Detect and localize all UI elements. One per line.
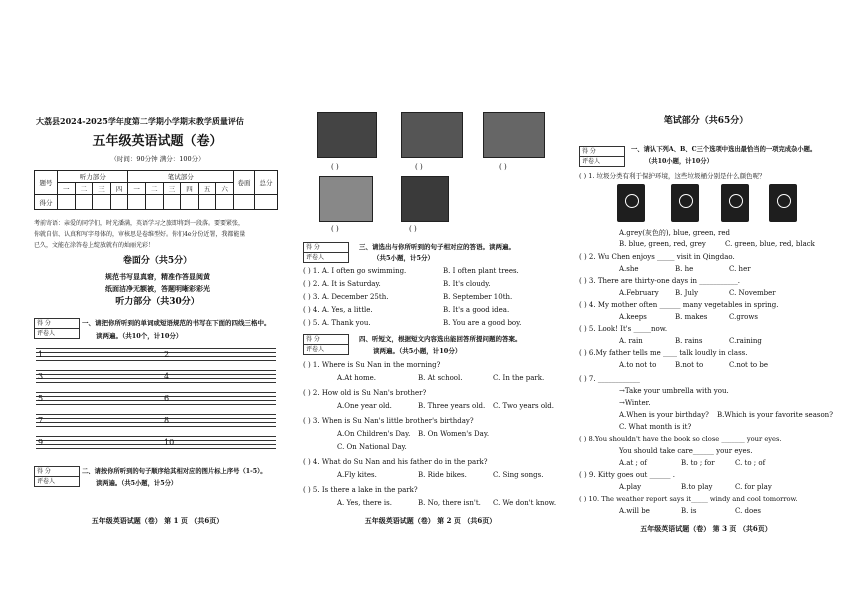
q1-option-c: C. green, blue, red, black <box>725 240 815 248</box>
score-cell[interactable] <box>163 195 181 210</box>
option-a: A.will be <box>619 507 650 515</box>
page-footer: 五年级英语试题（卷） 第 1 页 （共6页） <box>91 516 224 525</box>
exam-page-3 <box>575 96 837 533</box>
score-cell[interactable] <box>255 195 278 210</box>
q3-item: ( ) 4. A. Yes, a little. <box>303 306 373 314</box>
option-b: B. he <box>675 265 694 273</box>
score-cell[interactable] <box>110 195 128 210</box>
q3-option-b: B. It's cloudy. <box>443 280 491 288</box>
notice-line-1: 考前寄语：亲爱的同学们，时光潘满，英语学习之旅即将到一段落。要要紧张， <box>34 220 245 227</box>
option-c: C. We don't know. <box>493 499 557 507</box>
listening-section-title: 听力部分（共30分） <box>115 297 200 307</box>
box-score-label: 得 分 <box>304 335 348 345</box>
notice-line-2: 你就自信、认真和写字母体的，审核思是卷维型好。你们4e分份近署，我都能量 <box>34 231 246 238</box>
roll-requirement-2: 纸面洁净无额被，答题明晰彩彩光 <box>105 284 210 293</box>
roll-section-title: 卷面分（共5分） <box>122 256 193 266</box>
q4-question: ( ) 2. How old is Su Nan's brother? <box>303 389 427 397</box>
q3-option-b: B. I often plant trees. <box>443 267 519 275</box>
score-cell[interactable] <box>75 195 93 210</box>
q3-item: ( ) 1. A. I often go swimming. <box>303 267 407 275</box>
trash-bin-icon <box>721 184 749 222</box>
option-c: C. Two years old. <box>493 402 555 410</box>
q1-instruction-2: 读两遍。（共10个，计10分） <box>96 332 183 340</box>
page-footer: 五年级英语试题（卷） 第 2 页 （共6页） <box>364 516 497 525</box>
writing-header: 笔试部分 <box>128 171 234 183</box>
question: ( ) 2. Wu Chen enjoys _____ visit in Qingdao. <box>579 253 735 261</box>
option-b: B. rains <box>675 337 703 345</box>
picture-blank[interactable]: ( ) <box>331 163 339 171</box>
grader-box <box>34 466 80 487</box>
option-c: C.grows <box>729 313 758 321</box>
trash-bin-icon <box>671 184 699 222</box>
box-grader-label: 评卷人 <box>306 254 325 261</box>
box-score-label: 得 分 <box>304 243 348 253</box>
score-cell[interactable] <box>145 195 163 210</box>
box-score-label: 得 分 <box>35 319 79 329</box>
option-b: B. makes <box>675 313 708 321</box>
q4-question: ( ) 5. Is there a lake in the park? <box>303 486 418 494</box>
option-a: A. Yes, there is. <box>337 499 392 507</box>
question: ( ) 5. Look! It's _____now. <box>579 325 668 333</box>
option-c: C. November <box>729 289 776 297</box>
page-title: 五年级英语试题（卷） <box>92 134 223 149</box>
score-label: 得分 <box>35 195 58 210</box>
q3-item: ( ) 5. A. Thank you. <box>303 319 371 327</box>
writing-num: 一 <box>128 183 146 195</box>
picture-2 <box>401 112 463 158</box>
q3-option-b: B. September 10th. <box>443 293 513 301</box>
line-number: 10 <box>164 438 175 447</box>
option-a: A.to not to <box>619 361 657 369</box>
grader-box <box>303 242 349 263</box>
writing-num: 五 <box>198 183 216 195</box>
score-cell[interactable] <box>181 195 199 210</box>
question: ( ) 4. My mother often ______ many vegetables in spring. <box>579 301 779 309</box>
option-b: B.to play <box>681 483 713 491</box>
q8-stem-2: You should take care______ your eyes. <box>619 447 753 455</box>
listening-num: 三 <box>93 183 111 195</box>
grader-box <box>34 318 80 339</box>
option-a: A.On Children's Day. <box>337 430 411 438</box>
exam-page-2 <box>303 96 558 526</box>
line-number: 8 <box>164 416 170 425</box>
picture-5 <box>401 176 449 222</box>
q1-instruction: 一、请认下列A、B、C三个选项中选出最恰当的一项完成杂小题。 <box>631 146 817 153</box>
option-c: C. for play <box>735 483 772 491</box>
score-cell[interactable] <box>128 195 146 210</box>
exam-page-1 <box>30 96 285 526</box>
option-b: B. Three years old. <box>418 402 486 410</box>
line-number: 4 <box>164 372 170 381</box>
box-grader-label: 评卷人 <box>306 346 325 353</box>
page-footer: 五年级英语试题（卷） 第 3 页 （共6页） <box>640 524 772 533</box>
option-a: A.play <box>619 483 642 491</box>
option-a: A.at ; of <box>619 459 647 467</box>
option-b: B.not to <box>675 361 704 369</box>
q4-instruction-2: 读两遍。（共5小题，计10分） <box>373 347 462 355</box>
line-number: 2 <box>164 350 170 359</box>
q4-question: ( ) 3. When is Su Nan's little brother's birthday? <box>303 417 474 425</box>
box-grader-label: 评卷人 <box>582 158 601 165</box>
option-c: C. does <box>735 507 761 515</box>
picture-blank[interactable]: ( ) <box>499 163 507 171</box>
score-cell[interactable] <box>216 195 234 210</box>
option-c: C. her <box>729 265 751 273</box>
q1-instruction-2: （共10小题，计10分） <box>645 158 713 165</box>
listening-num: 一 <box>58 183 76 195</box>
notice-line-3: 已久，文能在涂答卷上绽放就有的灿丽光彩！ <box>34 242 155 249</box>
roll-requirement-1: 规范书写显真窘，精准作答显阅黄 <box>105 272 210 281</box>
q3-option-b: B. It's a good idea. <box>443 306 510 314</box>
option-a: A.February <box>619 289 659 297</box>
picture-4 <box>319 176 373 222</box>
q8-stem: ( ) 8.You shouldn't have the book so close _______ your eyes. <box>579 435 782 443</box>
picture-blank[interactable]: ( ) <box>331 225 339 233</box>
q7-arrow-line: →Take your umbrella with you. <box>619 387 729 395</box>
option-c: C. On National Day. <box>337 443 407 451</box>
grader-box <box>579 146 625 167</box>
option-b: B. At school. <box>418 374 463 382</box>
score-cell[interactable] <box>93 195 111 210</box>
option-a: A.One year old. <box>337 402 392 410</box>
trash-bin-icon <box>769 184 797 222</box>
section-title: 笔试部分（共65分） <box>663 116 749 126</box>
option-a: A.keeps <box>619 313 647 321</box>
total-header: 总分 <box>255 171 278 195</box>
question: ( ) 6.My father tells me ____ talk loudly in class. <box>579 349 748 357</box>
score-cell[interactable] <box>234 195 255 210</box>
q1-option-b: B. blue, green, red, grey <box>619 240 706 248</box>
q7-stem: ( ) 7. ____________ <box>579 375 640 383</box>
q3-instruction-2: （共5小题，计5分） <box>373 254 435 262</box>
listening-header: 听力部分 <box>58 171 128 183</box>
option-a: A.Fly kites. <box>337 471 377 479</box>
option-b: B. On Women's Day. <box>418 430 490 438</box>
option-a: A.At home. <box>337 374 376 382</box>
box-grader-label: 评卷人 <box>37 330 56 337</box>
option-c: C. to ; of <box>735 459 766 467</box>
q3-instruction: 三、请选出与你所听到的句子相对应的答语。读两遍。 <box>359 243 515 251</box>
picture-blank[interactable]: ( ) <box>409 225 417 233</box>
q3-item: ( ) 2. A. It is Saturday. <box>303 280 381 288</box>
option-b: B. is <box>681 507 697 515</box>
listening-num: 四 <box>110 183 128 195</box>
trash-bin-icon <box>617 184 645 222</box>
option-c: C. What month is it? <box>619 423 692 431</box>
option-c: C. In the park. <box>493 374 545 382</box>
q4-question: ( ) 1. Where is Su Nan in the morning? <box>303 361 441 369</box>
time-info: （时间：90分钟 满分：100分） <box>110 155 205 163</box>
q4-question: ( ) 4. What do Su Nan and his father do in the park? <box>303 458 488 466</box>
writing-num: 四 <box>181 183 199 195</box>
option-a: A.she <box>619 265 639 273</box>
q3-option-b: B. You are a good boy. <box>443 319 522 327</box>
roll-header: 卷面 <box>234 171 255 195</box>
q10-stem: ( ) 10. The weather report says it_____ windy and cool tomorrow. <box>579 495 798 503</box>
box-grader-label: 评卷人 <box>37 478 56 485</box>
row-label: 题号 <box>35 171 58 195</box>
listening-num: 二 <box>75 183 93 195</box>
question: ( ) 3. There are thirty-one days in ___________. <box>579 277 740 285</box>
score-cell[interactable] <box>198 195 216 210</box>
option-c: C.not to be <box>729 361 768 369</box>
picture-blank[interactable]: ( ) <box>415 163 423 171</box>
line-number: 7 <box>38 416 44 425</box>
grader-box <box>303 334 349 355</box>
option-a: A. rain <box>619 337 643 345</box>
q2-instruction-2: 读两遍。（共5小题，计5分） <box>96 480 178 487</box>
score-cell[interactable] <box>58 195 76 210</box>
option-b: B. No, there isn't. <box>418 499 481 507</box>
q9-stem: ( ) 9. Kitty goes out ______ . <box>579 471 675 479</box>
option-c: C. Sing songs. <box>493 471 544 479</box>
option-a: A.When is your birthday? <box>619 411 709 419</box>
line-number: 6 <box>164 394 170 403</box>
q1-stem: ( ) 1. 垃圾分类有利于保护环境，这些垃圾桶分别是什么颜色呢？ <box>579 172 766 180</box>
q1-option-a: A.grey(灰色的), blue, green, red <box>619 229 730 237</box>
writing-num: 六 <box>216 183 234 195</box>
option-b: B. July <box>675 289 699 297</box>
line-number: 9 <box>38 438 44 447</box>
box-score-label: 得 分 <box>35 467 79 477</box>
q7-arrow-line: →Winter. <box>619 399 651 407</box>
picture-3 <box>483 112 545 158</box>
writing-num: 三 <box>163 183 181 195</box>
line-number: 5 <box>38 394 44 403</box>
line-number: 1 <box>38 350 44 359</box>
option-b: B.Which is your favorite season? <box>717 411 833 419</box>
option-c: C.raining <box>729 337 762 345</box>
q1-instruction: 一、请把你所听到的单词或短语规范的书写在下面的四线三格中。 <box>82 319 271 327</box>
writing-num: 二 <box>145 183 163 195</box>
writing-lines[interactable] <box>36 348 280 463</box>
option-b: B. to ; for <box>681 459 715 467</box>
score-table <box>34 170 278 210</box>
option-b: B. Ride bikes. <box>418 471 467 479</box>
box-score-label: 得 分 <box>580 147 624 157</box>
picture-1 <box>317 112 377 158</box>
line-number: 3 <box>38 372 44 381</box>
school-header: 大荔县2024-2025学年度第二学期小学期末教学质量评估 <box>36 116 244 126</box>
q4-instruction: 四、听短文，根据短文内容选出能回答所提问题的答案。 <box>359 335 522 343</box>
q3-item: ( ) 3. A. December 25th. <box>303 293 389 301</box>
q2-instruction: 二、请按你所听到的句子顺序给其相对应的图片标上序号（1-5）。 <box>82 468 267 475</box>
